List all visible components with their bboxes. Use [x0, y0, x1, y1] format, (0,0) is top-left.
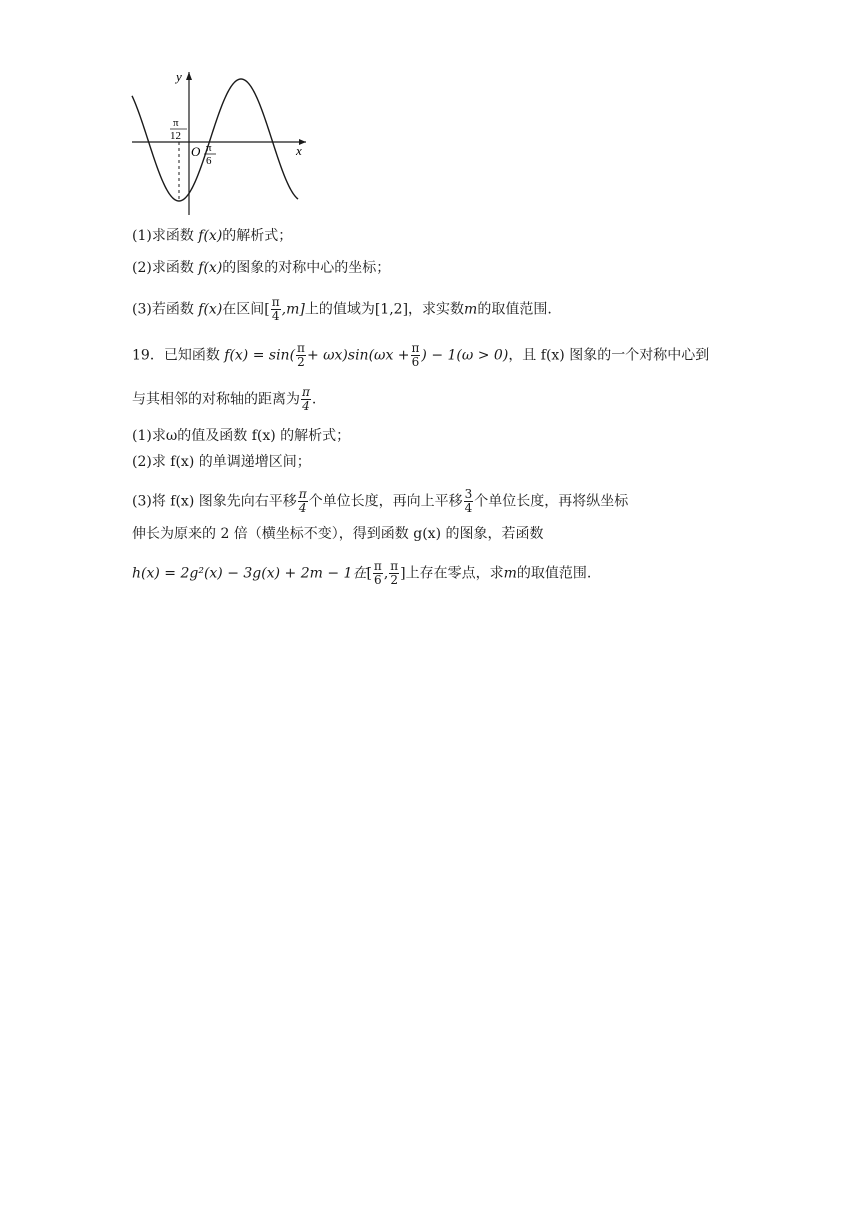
q18-part3-text1: 上的值域为 [304, 301, 375, 318]
q19-part1-text: (1)求ω的值及函数 f(x) 的解析式； [132, 428, 351, 444]
x-axis-label: x [296, 143, 302, 158]
fraction-denominator: 2 [297, 355, 305, 369]
q19-part3-a: (3)将 f(x) 图象先向右平移 [132, 493, 297, 510]
fraction-numerator: π [271, 295, 280, 309]
q19-part3-frac4 [389, 560, 399, 587]
q19-part3-tail: ]上存在零点，求 [400, 565, 504, 582]
q19-line2-frac [301, 386, 311, 413]
q19-part3-bracket: [ [366, 565, 372, 582]
q19-func-b: + ωx)sin(ωx + [306, 347, 410, 364]
left-mark-num: π [173, 117, 179, 129]
sine-curve [132, 79, 298, 201]
q19-part3-h-func: h(x) = 2g²(x) − 3g(x) + 2m − 1在 [132, 565, 367, 582]
q19-part3-comma: , [383, 565, 389, 582]
right-mark-den: 6 [206, 155, 212, 167]
q19-intro: 19．已知函数 [132, 347, 225, 364]
q19-part3-c: 个单位长度，再将纵坐标 [474, 493, 629, 510]
q19-line2-text: 与其相邻的对称轴的距离为 [132, 391, 300, 408]
right-mark-num: π [206, 142, 212, 154]
y-axis-arrow [186, 72, 192, 80]
q18-part3 [132, 296, 552, 323]
q18-part3-x: (x) [203, 301, 223, 318]
y-axis-label: y [176, 69, 182, 84]
q18-part3-text3: 的取值范围. [477, 301, 552, 318]
q19-part3-frac3 [373, 560, 383, 587]
q18-part2-suffix: 的图象的对称中心的坐标； [222, 260, 391, 276]
q19-frac1 [296, 342, 306, 369]
q19-line2-end: . [311, 391, 317, 408]
q18-part2-f: f [198, 260, 204, 276]
fraction-denominator: 4 [271, 309, 280, 323]
q19-part3-line2-text: 伸长为原来的 2 倍（横坐标不变），得到函数 g(x) 的图象，若函数 [132, 526, 544, 542]
fraction-numerator: π [373, 559, 382, 573]
fraction-numerator: π [297, 341, 305, 355]
q19-part3-line2 [132, 524, 544, 544]
q19-func-a: f(x) = sin( [224, 347, 296, 364]
q18-part1-x: (x) [203, 228, 223, 244]
q18-part3-prefix: (3)若函数 [132, 301, 199, 318]
q19-part3-b: 个单位长度，再向上平移 [308, 493, 463, 510]
fraction-denominator: 2 [390, 573, 399, 587]
fraction-numerator: π [411, 341, 420, 355]
q19-part3-end: 的取值范围. [516, 565, 592, 582]
origin-label: O [191, 144, 201, 159]
q18-part1-suffix: 的解析式； [222, 228, 293, 244]
q18-part3-range: [1,2] [374, 301, 409, 318]
q18-part3-text2: ，求实数 [408, 301, 465, 318]
q18-part3-fraction [271, 296, 281, 323]
fraction-denominator: 4 [298, 501, 307, 515]
q18-part1-prefix: (1)求函数 [132, 228, 199, 244]
q18-part1-f: f [198, 228, 204, 244]
left-mark-den: 12 [170, 130, 181, 142]
q19-part1 [132, 426, 350, 446]
fraction-denominator: 6 [374, 573, 382, 587]
q19-part3-line1 [132, 488, 628, 515]
fraction-denominator: 4 [464, 501, 473, 515]
fraction-numerator: π [298, 487, 307, 501]
q19-part3-frac2 [464, 488, 474, 515]
q18-part2-x: (x) [203, 260, 223, 276]
q18-part2-prefix: (2)求函数 [132, 260, 199, 276]
q19-line2 [132, 386, 316, 413]
fraction-numerator: π [390, 559, 399, 573]
q18-part3-f: f [198, 301, 204, 318]
fraction-denominator: 4 [302, 399, 310, 413]
q18-part2 [132, 258, 390, 278]
function-graph [128, 68, 308, 218]
q18-part3-var: m [464, 301, 478, 318]
q19-part3-line3 [132, 560, 591, 587]
fraction-numerator: 3 [464, 487, 473, 501]
q19-func-c: ) − 1(ω > 0) [421, 347, 509, 364]
q19-line1-tail: ，且 f(x) 图象的一个对称中心到 [508, 347, 710, 364]
fraction-denominator: 6 [411, 355, 420, 369]
q18-part3-m: ,m] [281, 301, 305, 318]
q19-part3-frac1 [298, 488, 308, 515]
q18-part3-bracket: [ [264, 301, 270, 318]
q19-part2 [132, 452, 311, 472]
q19-line1 [132, 342, 709, 369]
fraction-numerator: π [302, 385, 310, 399]
q18-part3-mid: 在区间 [222, 301, 265, 318]
q19-part3-m: m [503, 565, 517, 582]
q18-part1 [132, 226, 292, 246]
q19-part2-text: (2)求 f(x) 的单调递增区间； [132, 454, 311, 470]
q19-frac2 [411, 342, 421, 369]
graph-svg [128, 68, 308, 218]
